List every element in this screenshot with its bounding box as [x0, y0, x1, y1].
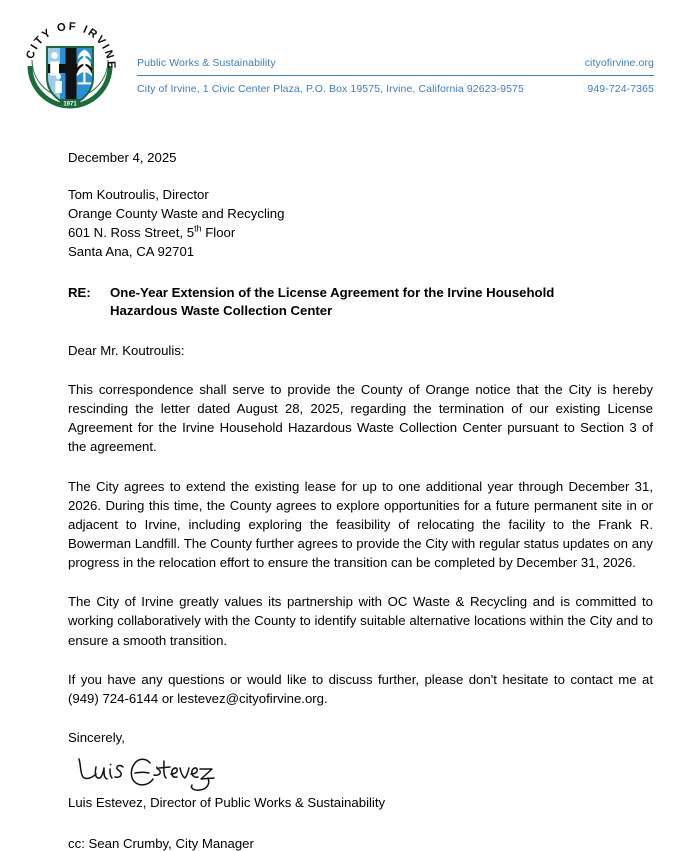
handwritten-signature-icon: [74, 749, 234, 795]
recipient-city-state-zip: Santa Ana, CA 92701: [68, 244, 195, 260]
recipient-street-suffix: Floor: [201, 225, 236, 241]
subject-text: One-Year Extension of the License Agreement for the Irvine Household Hazardous Waste Collection Center: [110, 284, 555, 319]
body-paragraph-2: The City agrees to extend the existing lease for up to one additional year through December 31, 2026. During this time, the County agrees to explore opportunities for a future permanent site in or adjacent to Irvine, including exploring the feasibility of relocating the facility to the Frank R. Bowerman Landfill. The County further agrees to provide the City with regular status updates on any progress in the relocation effort to ensure the transition can be completed by December 31, 2026.: [68, 478, 653, 571]
carbon-copy-line: cc: Sean Crumby, City Manager: [68, 836, 254, 851]
website-url[interactable]: cityofirvine.org: [584, 57, 654, 69]
city-of-irvine-seal-logo: [22, 20, 118, 116]
recipient-address-block: [68, 185, 653, 262]
mailing-address: City of Irvine, 1 Civic Center Plaza, P.O. Box 19575, Irvine, California 92623-9575: [137, 83, 524, 95]
seal-icon: [22, 20, 118, 116]
signature-block: [68, 747, 653, 795]
letterhead: [0, 0, 682, 130]
subject-line: [68, 284, 653, 321]
phone-number: 949-724-7365: [587, 83, 654, 95]
recipient-street: [68, 223, 653, 242]
recipient-name-title: Tom Koutroulis, Director: [68, 187, 209, 202]
subject-label: RE:: [68, 284, 91, 300]
letter-date: December 4, 2025: [68, 150, 177, 165]
seal-founded-year: 1971: [63, 101, 77, 108]
recipient-street-ordinal: th: [194, 223, 202, 234]
body-paragraph-3: The City of Irvine greatly values its partnership with OC Waste & Recycling and is committed to working collaboratively with the County to identify suitable alternative locations within the City and to ensure a smooth transition.: [68, 594, 653, 648]
letter-body: [68, 150, 653, 851]
salutation: Dear Mr. Koutroulis:: [68, 343, 185, 359]
signer-name-title: Luis Estevez, Director of Public Works & Sustainability: [68, 795, 386, 810]
letterhead-row-department: [137, 57, 654, 75]
body-paragraph-4: If you have any questions or would like to discuss further, please don't hesitate to contact me at (949) 724-6144 or lestevez@cityofirvine.org.: [68, 671, 653, 706]
closing-salutation: Sincerely,: [68, 730, 125, 745]
seal-ring-text: CITY OF IRVINE: [24, 20, 118, 71]
recipient-organization: Orange County Waste and Recycling: [68, 206, 285, 222]
body-paragraph-1: This correspondence shall serve to provide the County of Orange notice that the City is hereby rescinding the letter dated August 28, 2025, regarding the termination of our existing License Agreement for the Irvine Household Hazardous Waste Collection Center pursuant to Section 3 of the agreement.: [68, 382, 653, 455]
department-name: Public Works & Sustainability: [137, 57, 276, 69]
letterhead-row-address: [137, 76, 654, 95]
recipient-street-number: 601 N. Ross Street, 5: [68, 225, 195, 241]
letterhead-text-block: [137, 57, 654, 95]
